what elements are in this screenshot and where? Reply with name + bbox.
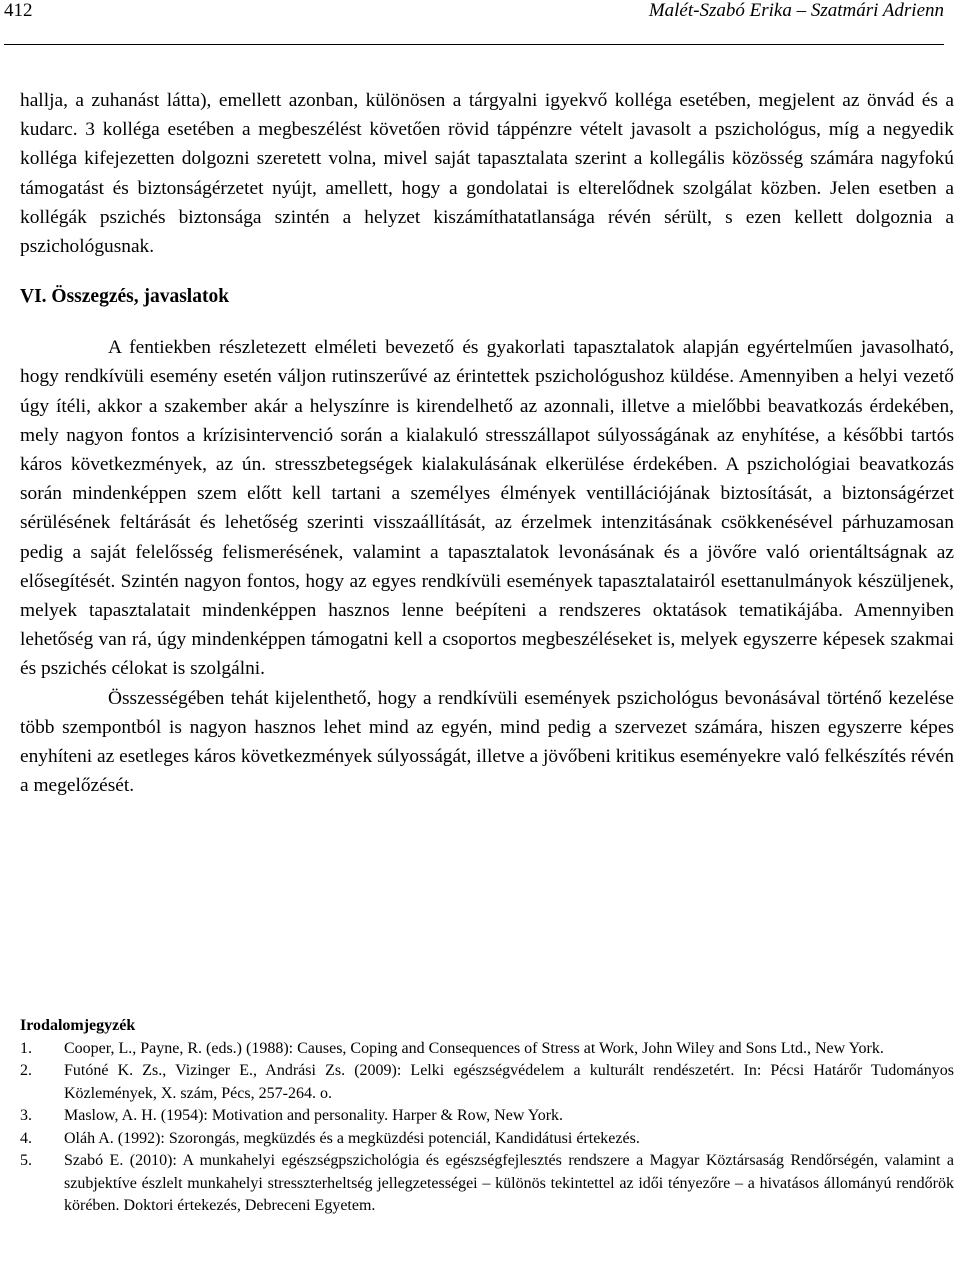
reference-number: 5. — [20, 1152, 32, 1169]
reference-text: Szabó E. (2010): A munkahelyi egészségpszichológia és egészségfejlesztés rendszere a Magyar Köztársaság Rendőrségén, valamint a szubjektíve észlelt munkahelyi stresszterheltség jellegzetességei – különös tekintettel az idői tényezőre – a hivatásos állományú rendőrök körében. Doktori értekezés, Debreceni Egyetem. — [64, 1152, 954, 1214]
references-list — [20, 1038, 954, 1218]
reference-text: Cooper, L., Payne, R. (eds.) (1988): Causes, Coping and Consequences of Stress at Work, John Wiley and Sons Ltd., New York. — [64, 1039, 884, 1057]
reference-text: Oláh A. (1992): Szorongás, megküzdés és a megküzdési potenciál, Kandidátusi értekezés. — [64, 1129, 640, 1147]
continued-paragraph: hallja, a zuhanást látta), emellett azonban, különösen a tárgyalni igyekvő kolléga esetében, megjelent az önvád és a kudarc. 3 kolléga esetében a megbeszélést követően rövid táppénzre vételt javasolt a pszichológus, míg a negyedik kolléga kifejezetten dolgozni szeretett volna, mivel saját tapasztalata szerint a kollegális közösség számára nagyfokú támogatást és biztonságérzetet nyújt, amellett, hogy a gondolatai is elterelődnek szolgálat közben. Jelen esetben a kollégák pszichés biztonsága szintén a helyzet kiszámíthatatlansága révén sérült, s ezen kellett dolgoznia a pszichológusnak. — [20, 90, 954, 258]
page-number: 412 — [4, 0, 33, 21]
reference-text: Futóné K. Zs., Vizinger E., Andrási Zs. (2009): Lelki egészségvédelem a kulturált rendészetért. In: Pécsi Határőr Tudományos Közlemények, X. szám, Pécs, 257-264. o. — [64, 1062, 954, 1102]
references-title: Irodalomjegyzék — [20, 1017, 136, 1034]
reference-number: 4. — [20, 1129, 32, 1147]
reference-item — [20, 1150, 954, 1218]
summary-paragraph-2: Összességében tehát kijelenthető, hogy a rendkívüli események pszichológus bevonásával történő kezelése több szempontból is nagyon hasznos lehet mind az egyén, mind pedig a szervezet számára, hiszen egyszerre képes enyhíteni az esetleges káros következmények súlyosságát, illetve a jövőbeni kritikus eseményekre való felkészítés révén a megelőzését. — [20, 687, 954, 797]
reference-text: Maslow, A. H. (1954): Motivation and personality. Harper & Row, New York. — [64, 1107, 564, 1124]
reference-item — [20, 1105, 954, 1128]
reference-item — [20, 1038, 954, 1061]
reference-item — [20, 1128, 954, 1151]
reference-item — [20, 1060, 954, 1105]
main-text — [20, 86, 954, 800]
reference-number: 3. — [20, 1107, 32, 1124]
reference-number: 2. — [20, 1062, 32, 1079]
reference-number: 1. — [20, 1039, 32, 1057]
running-title: Malét-Szabó Erika – Szatmári Adrienn — [648, 0, 944, 21]
page-header — [4, 0, 944, 45]
summary-paragraph-1: A fentiekben részletezett elméleti bevezető és gyakorlati tapasztalatok alapján egyértelműen javasolható, hogy rendkívüli esemény esetén váljon rutinszerűvé az érintettek pszichológushoz küldése. Amennyiben a helyi vezető úgy ítéli, akkor a szakember akár a helyszínre is kirendelhető az azonnali, illetve a mielőbbi beavatkozás érdekében, mely nagyon fontos a krízisintervenció során a kialakuló stresszállapot súlyosságának az enyhítése, a későbbi tartós káros következmények, az ún. stresszbetegségek kialakulásának elkerülése érdekében. A pszichológiai beavatkozás során mindenképpen szem előtt kell tartani a személyes élmények ventillációjának biztosítását, a biztonságérzet sérülésének feltárását és lehetőség szerinti visszaállítását, az érzelmek intenzitásának csökkenésével párhuzamosan pedig a saját felelősség felismerésének, valamint a tapasztalatok levonásának és a jövőre való orientáltságnak az elősegítését. Szintén nagyon fontos, hogy az egyes rendkívüli események tapasztalatairól esettanulmányok készüljenek, melyek tapasztalatait mindenképpen hasznos lenne beépíteni a rendszeres oktatások tematikájába. Amennyiben lehetőség van rá, úgy mindenképpen támogatni kell a csoportos megbeszéléseket is, melyek egyszerre képesek szakmai és pszichés célokat is szolgálni. — [20, 337, 954, 680]
references-section — [20, 1015, 954, 1218]
section-heading: VI. Összegzés, javaslatok — [20, 286, 230, 308]
